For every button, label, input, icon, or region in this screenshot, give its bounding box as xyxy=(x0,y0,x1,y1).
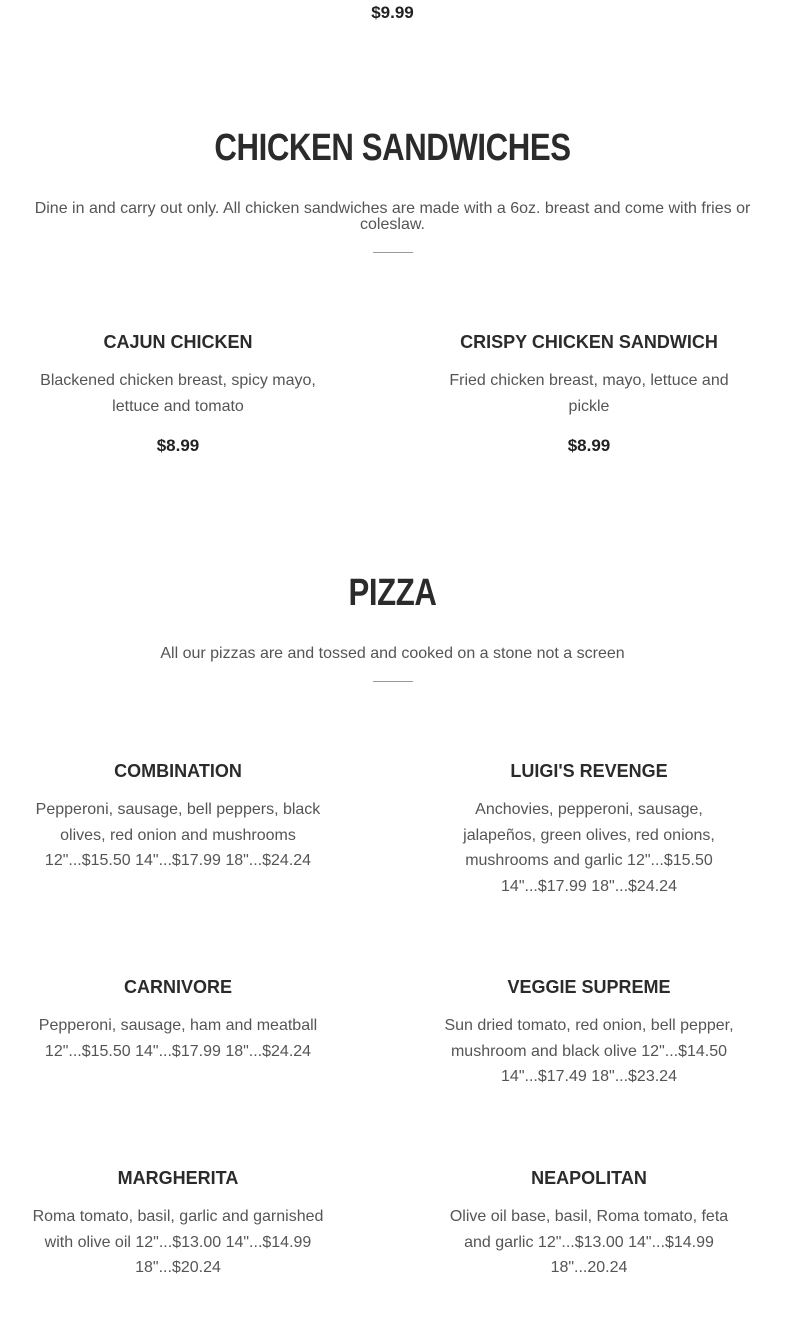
item-price: $8.99 xyxy=(567,436,611,455)
section-title: CHICKEN SANDWICHES xyxy=(214,127,571,169)
section-divider xyxy=(373,681,413,682)
item-description: Fried chicken breast, mayo, lettuce and pickle xyxy=(449,372,729,415)
item-name: MARGHERITA xyxy=(117,1168,239,1188)
item-description: Sun dried tomato, red onion, bell pepper, mushroom and black olive 12"...$14.50 14"...$17.49 18"...$23.24 xyxy=(444,1017,734,1085)
item-name: NEAPOLITAN xyxy=(531,1168,647,1188)
menu-item-combination xyxy=(28,760,328,874)
menu-item-neapolitan xyxy=(439,1167,739,1281)
menu-item-crispy-chicken-sandwich xyxy=(439,331,739,456)
previous-item-price: $9.99 xyxy=(371,3,414,22)
item-description: Blackened chicken breast, spicy mayo, lettuce and tomato xyxy=(40,372,316,415)
item-description: Olive oil base, basil, Roma tomato, feta and garlic 12"...$13.00 14"...$14.99 18"...20.24 xyxy=(449,1208,729,1276)
item-price: $8.99 xyxy=(156,436,200,455)
section-divider xyxy=(373,252,413,253)
item-name: VEGGIE SUPREME xyxy=(507,977,671,997)
pizza-section xyxy=(0,573,785,682)
item-name: CARNIVORE xyxy=(123,977,232,997)
menu-item-cajun-chicken xyxy=(28,331,328,456)
item-description: Roma tomato, basil, garlic and garnished with olive oil 12"...$13.00 14"...$14.99 18"...$20.24 xyxy=(32,1208,324,1276)
item-name: LUIGI'S REVENGE xyxy=(510,761,668,781)
item-name: CAJUN CHICKEN xyxy=(103,332,253,352)
menu-item-luigis-revenge xyxy=(439,760,739,899)
item-name: COMBINATION xyxy=(114,761,242,781)
item-name: CRISPY CHICKEN SANDWICH xyxy=(460,332,718,352)
section-description: Dine in and carry out only. All chicken sandwiches are made with a 6oz. breast and come with fries or coleslaw. xyxy=(34,200,751,233)
item-description: Anchovies, pepperoni, sausage, jalapeños, green olives, red onions, mushrooms and garlic 12"...$15.50 14"...$17.99 18"...$24.24 xyxy=(463,801,715,895)
menu-item-margherita xyxy=(28,1167,328,1281)
menu-item-carnivore xyxy=(28,976,328,1064)
section-title: PIZZA xyxy=(348,572,437,614)
menu-item-veggie-supreme xyxy=(439,976,739,1090)
section-description: All our pizzas are and tossed and cooked on a stone not a screen xyxy=(160,645,625,662)
item-description: Pepperoni, sausage, bell peppers, black olives, red onion and mushrooms 12"...$15.50 14"...$17.99 18"...$24.24 xyxy=(35,801,321,869)
chicken-sandwiches-section xyxy=(0,128,785,253)
item-description: Pepperoni, sausage, ham and meatball 12"...$15.50 14"...$17.99 18"...$24.24 xyxy=(38,1017,318,1060)
